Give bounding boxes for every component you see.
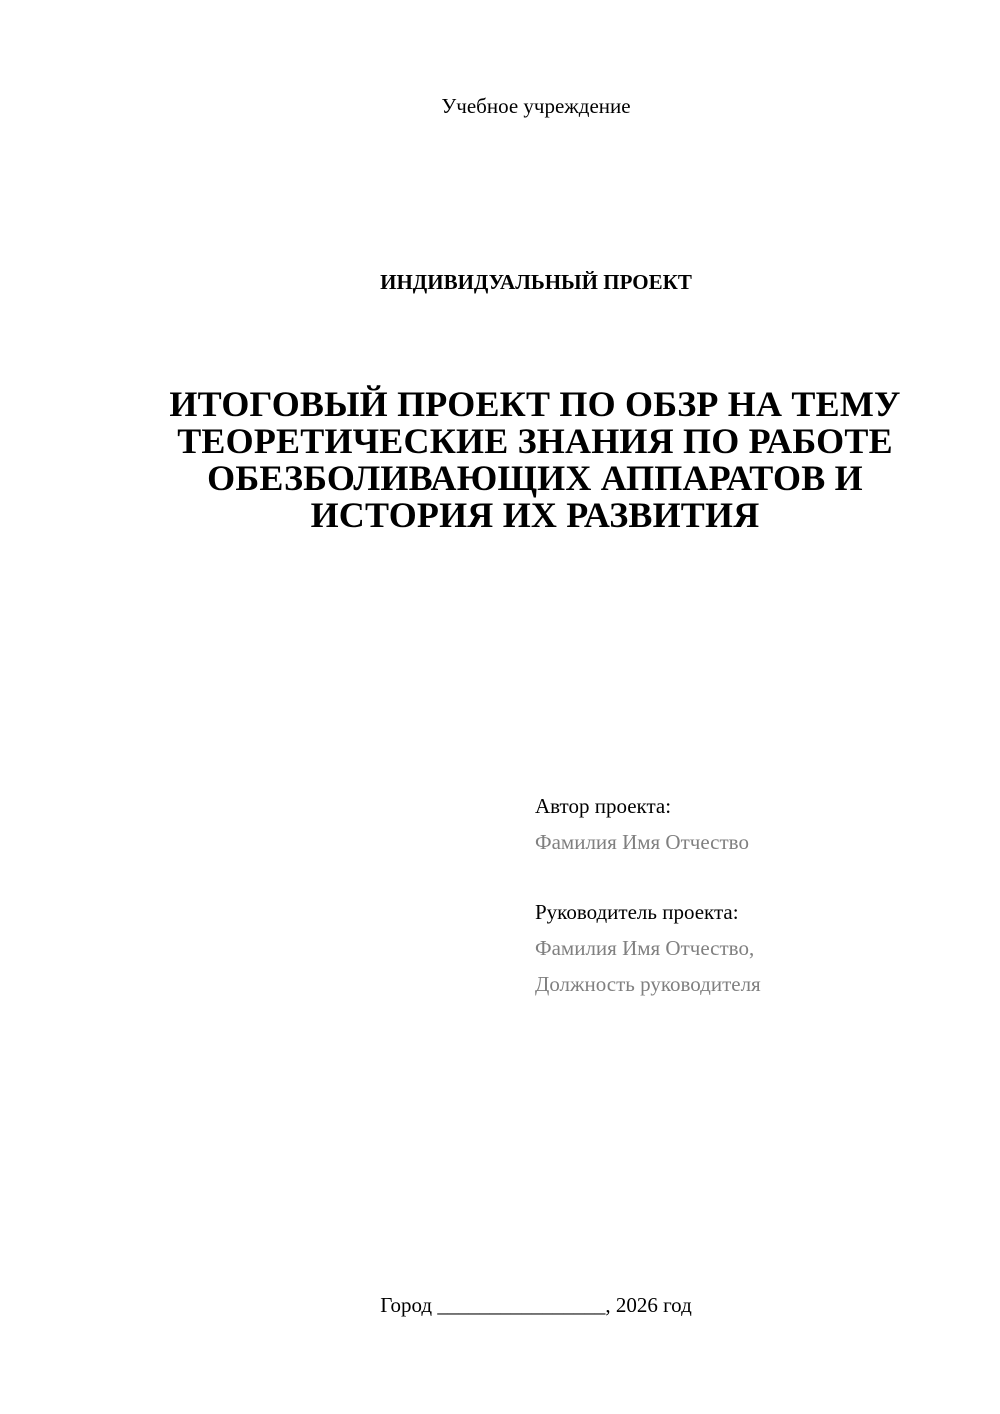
supervisor-block	[535, 894, 975, 1002]
city-year-line: Город ________________, 2026 год	[380, 1293, 692, 1317]
supervisor-position-placeholder: Должность руководителя	[535, 972, 761, 996]
author-label: Автор проекта:	[535, 794, 672, 818]
document-type: ИНДИВИДУАЛЬНЫЙ ПРОЕКТ	[380, 270, 692, 294]
project-title: ИТОГОВЫЙ ПРОЕКТ ПО ОБЗР НА ТЕМУ ТЕОРЕТИЧЕСКИЕ ЗНАНИЯ ПО РАБОТЕ ОБЕЗБОЛИВАЮЩИХ АППАРАТОВ И ИСТОРИЯ ИХ РАЗВИТИЯ	[169, 384, 901, 535]
author-block	[535, 788, 975, 860]
institution-name: Учебное учреждение	[441, 94, 631, 118]
supervisor-label: Руководитель проекта:	[535, 900, 739, 924]
supervisor-name-placeholder: Фамилия Имя Отчество,	[535, 936, 755, 960]
author-name-placeholder: Фамилия Имя Отчество	[535, 830, 749, 854]
